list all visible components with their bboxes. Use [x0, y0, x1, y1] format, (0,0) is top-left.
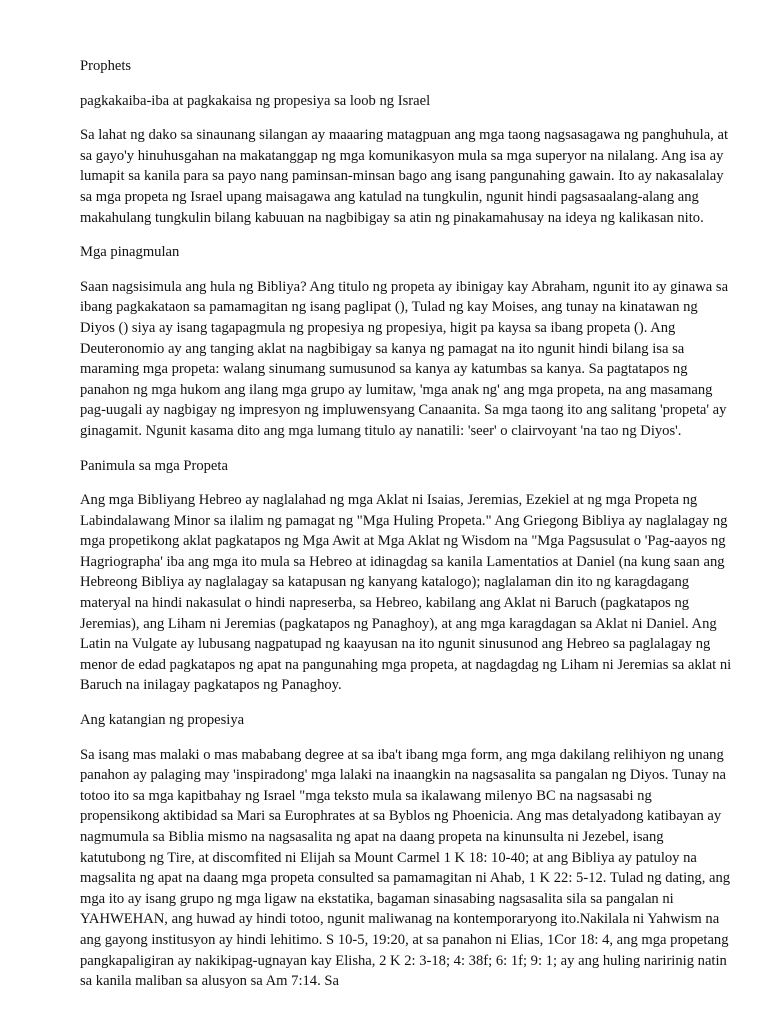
document-title: Prophets — [80, 58, 132, 74]
section-paragraph-origins: Saan nagsisimula ang hula ng Bibliya? Ang titulo ng propeta ay ibinigay kay Abraham, ngunit ito ay ginawa sa ibang pagkakataon sa pamamagitan ng isang paglipat (), Tulad ng kay Moises, ang tunay na kinatawan ng Diyos () siya ay isang tagapagmula ng propesiya ng propesiya, higit pa kaysa sa ibang propeta (). Ang Deuteronomio ay ang tanging aklat na nagbibigay sa kanya ng pamagat na ito ngunit hindi bilang isa sa maraming mga propeta: walang sinumang sumusunod sa kanya ay katumbas sa kanya. Sa pagtatapos ng panahon ng mga hukom ang ilang mga grupo ay lumitaw, 'mga anak ng' ang mga propeta, na ang masamang pag-uugali ay nagbigay ng impresyon ng impluwensyang Canaanita. Sa mga taong ito ang salitang 'propeta' ay ginagamit. Ngunit kasama dito ang mga lumang titulo ay nanatili: 'seer' o clairvoyant 'na tao ng Diyos'. — [80, 278, 729, 439]
section-heading-origins: Mga pinagmulan — [80, 244, 180, 261]
section-paragraph-nature: Sa isang mas malaki o mas mababang degree at sa iba't ibang mga form, ang mga dakilang relihiyon ng unang panahon ay palaging may 'inspiradong' mga lalaki na inaangkin na nagsasalita sa pangalan ng Diyos. Tunay na totoo ito sa mga kapitbahay ng Israel "mga teksto mula sa ikalawang milenyo BC na nagsasabi ng propensikong aktibidad sa Mari sa Europhrates at sa Byblos ng Phoenicia. Ang mas detalyadong katibayan ay nagmumula sa Biblia mismo na nagsasalita ng apat na daang propeta na kinunsulta ni Jezebel, isang katutubong ng Tire, at discomfited ni Elijah sa Mount Carmel 1 K 18: 10-40; at ang Bibliya ay patuloy na magsalita ng apat na daang mga propeta consulted sa pamamagitan ni Ahab, 1 K 22: 5-12. Tulad ng dating, ang mga ito ay isang grupo ng mga ligaw na ekstatika, bagaman sinasabing nagsasalita sila sa pangalan ni YAHWEHAN, ang huwad ay hindi totoo, ngunit maliwanag na kontemporaryong ito.Nakilala ni Yahwism na ang gayong institusyon ay hindi lehitimo. S 10-5, 19:20, at sa panahon ni Elias, 1Cor 18: 4, ang mga propetang pangkapaligiran ay nakikipag-ugnayan kay Elisha, 2 K 2: 3-18; 4: 38f; 6: 1f; 9: 1; ay ang huling naririnig natin sa kanila maliban sa alusyon sa Am 7:14. Sa — [80, 746, 731, 990]
section-paragraph-introduction: Ang mga Bibliyang Hebreo ay naglalahad ng mga Aklat ni Isaias, Jeremias, Ezekiel at ng mga Propeta ng Labindalawang Minor sa ilalim ng pamagat ng "Mga Huling Propeta." Ang Griegong Bibliya ay naglalagay ng mga propetikong aklat pagkatapos ng Mga Awit at Mga Aklat ng Wisdom na "Mga Pagsusulat o 'Pag-aayos ng Hagriographa' iba ang mga ito mula sa Hebreo at idinagdag sa kanila Lamentatios at Daniel (na kung saan ang Hebreong Bibliya ay naglalagay sa katapusan ng kanyang katalogo); naglalaman din ito ng karagdagang materyal na hindi nakasulat o hindi napreserba, sa Hebreo, kabilang ang Aklat ni Baruch (pagkatapos ng Jeremias), ang Liham ni Jeremias (pagkatapos ng Panaghoy), at ang mga karagdagan sa Aklat ni Daniel. Ang Latin na Vulgate ay lubusang nagpatupad ng kaayusan na ito ngunit sinusunod ang Hebreo sa paglalagay ng menor de edad pagkatapos ng apat na pangunahing mga propeta, at nagdagdag ng Liham ni Jeremias sa aklat ni Baruch na inilagay pagkatapos ng Panaghoy. — [80, 492, 732, 694]
document-page — [80, 56, 732, 1006]
section-heading-nature: Ang katangian ng propesiya — [80, 712, 245, 729]
intro-paragraph: Sa lahat ng dako sa sinaunang silangan ay maaaring matagpuan ang mga taong nagsasagawa ng panghuhula, at sa gayo'y hinuhusgahan na makatanggap ng mga komunikasyon mula sa mga superyor na nilalang. Ang isa ay lumapit sa kanila para sa payo nang paminsan-minsan bago ang isang pangunahing gawain. Ito ay nakasalalay sa mga propeta ng Israel upang maisagawa ang katulad na tungkulin, ngunit hindi pagsasaalang-alang ang makahulang tungkulin bilang kabuuan na nagbibigay sa atin ng pinakamahusay na ideya ng kalikasan nito. — [80, 127, 729, 226]
section-heading-introduction: Panimula sa mga Propeta — [80, 457, 228, 474]
document-subtitle: pagkakaiba-iba at pagkakaisa ng propesiya sa loob ng Israel — [80, 92, 431, 109]
